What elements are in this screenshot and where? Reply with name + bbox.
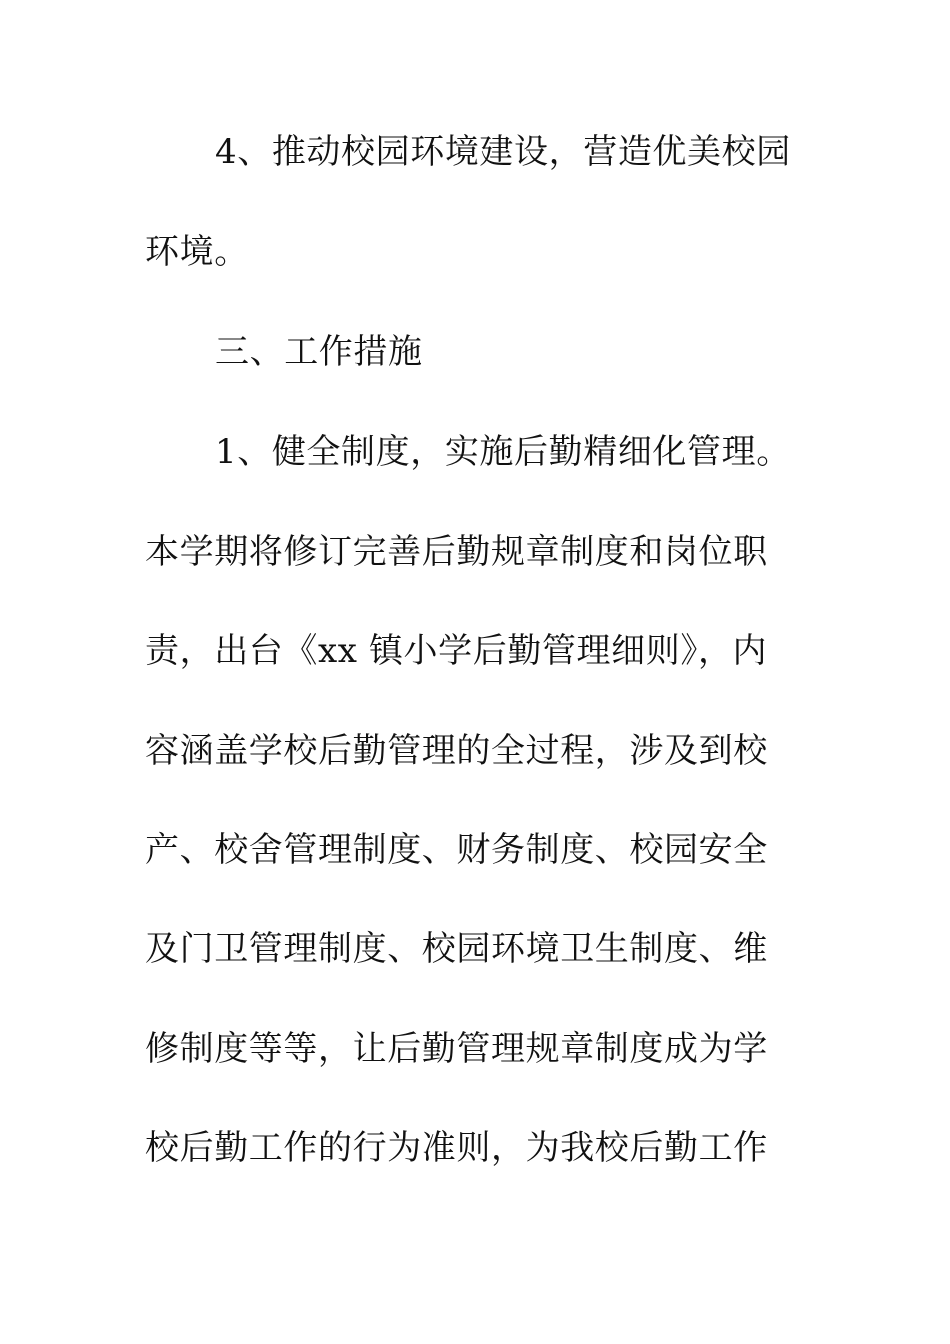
- paragraph-item-4-line-2: 环境。: [145, 232, 249, 272]
- paragraph-item-1-line-8: 校后勤工作的行为准则，为我校后勤工作: [145, 1128, 768, 1168]
- paragraph-item-1-line-3: 责，出台《xx 镇小学后勤管理细则》，内: [145, 631, 768, 671]
- paragraph-item-1-line-4: 容涵盖学校后勤管理的全过程，涉及到校: [145, 731, 768, 771]
- paragraph-item-1-line-6: 及门卫管理制度、校园环境卫生制度、维: [145, 929, 768, 969]
- section-heading: 三、工作措施: [215, 332, 423, 372]
- paragraph-item-1-line-1: 1、健全制度，实施后勤精细化管理。: [215, 432, 791, 472]
- paragraph-item-4-line-1: 4、推动校园环境建设，营造优美校园: [215, 132, 791, 172]
- paragraph-item-1-line-7: 修制度等等，让后勤管理规章制度成为学: [145, 1029, 768, 1069]
- paragraph-item-1-line-2: 本学期将修订完善后勤规章制度和岗位职: [145, 532, 768, 572]
- paragraph-item-1-line-5: 产、校舍管理制度、财务制度、校园安全: [145, 830, 768, 870]
